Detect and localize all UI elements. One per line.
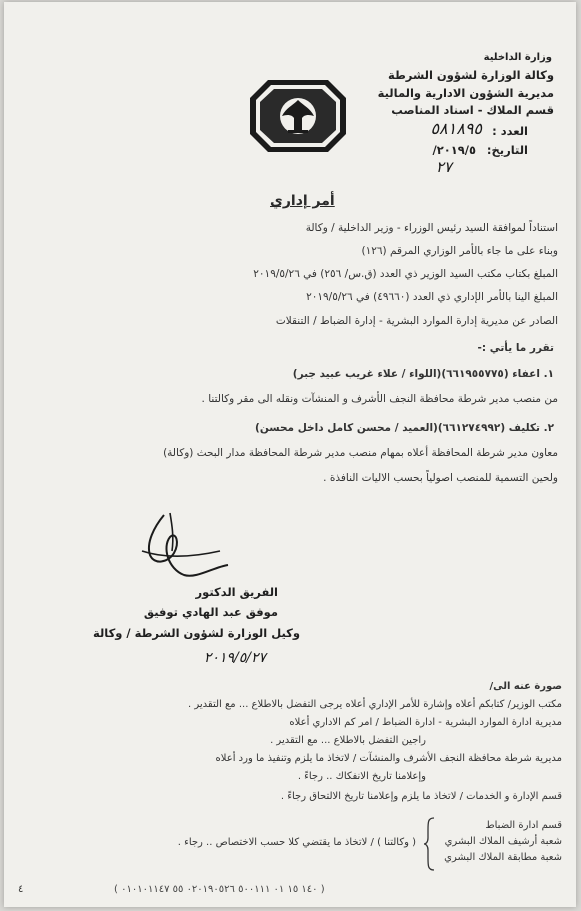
- document-title: أمر إداري: [270, 193, 335, 209]
- bracket-item-1: قسم ادارة الضباط: [485, 820, 562, 831]
- bracket-text: ( وكالتنا ) / لاتخاذ ما يقتضي كلا حسب الاختصاص .. رجاء .: [177, 837, 416, 848]
- handwritten-day: ٢٧: [435, 158, 452, 176]
- section-line: قسم الملاك - اسناد المناصب: [391, 103, 554, 117]
- directorate-line: مديرية الشؤون الادارية والمالية: [377, 86, 554, 100]
- item2-line2: معاون مدير شرطة المحافظة أعلاه بمهام منصب مدير شرطة المحافظة مدار البحث (وكالة): [163, 447, 558, 459]
- copy-line-1: مكتب الوزير/ كتابكم أعلاه وإشارة للأمر الإداري أعلاه يرجى التفضل بالاطلاع ... مع التقدير .: [188, 699, 562, 710]
- signature-scribble: [124, 507, 234, 587]
- curly-bracket: [422, 816, 436, 872]
- copy-line-2: مديرية ادارة الموارد البشرية - ادارة الضباط / امر كم الاداري أعلاه: [289, 717, 562, 728]
- preamble-line-2: وبناء على ما جاء بالأمر الوزاري المرقم (١٢٦): [361, 245, 558, 257]
- copy-line-4: مديرية شرطة محافظة النجف الأشرف والمنشآت / لاتخاذ ما يلزم وتنفيذ ما ورد أعلاه: [215, 753, 562, 764]
- copies-heading: صورة عنه الى/: [489, 681, 562, 692]
- copy-line-6: قسم الإدارة و الخدمات / لاتخاذ ما يلزم وإعلامنا تاريخ الالتحاق رجاءً .: [280, 791, 562, 802]
- bracket-item-2: شعبة أرشيف الملاك البشري: [444, 836, 562, 847]
- number-value: ٥٨١٨٩٥: [430, 119, 482, 138]
- signer-rank: الفريق الدكتور: [195, 585, 278, 599]
- item2-line1: ٢. تكليف (٦٦١٢٧٤٩٩٢)(العميد / محسن كامل داخل محسن): [255, 422, 554, 434]
- ministry-line: وزارة الداخلية: [483, 52, 552, 63]
- copy-line-5: وإعلامنا تاريخ الانفكاك .. رجاءً .: [297, 771, 426, 782]
- item2-line3: ولحين التسمية للمنصب اصولياً بحسب الاليات النافذة .: [323, 472, 558, 484]
- copy-line-3: راجين التفضل بالاطلاع ... مع التقدير .: [270, 735, 426, 746]
- preamble-line-5: الصادر عن مديرية إدارة الموارد البشرية - إدارة الضباط / التنقلات: [275, 315, 558, 327]
- agency-line: وكالة الوزارة لشؤون الشرطة: [387, 68, 554, 82]
- emblem-icon: [248, 78, 348, 154]
- bracket-item-3: شعبة مطابقة الملاك البشري: [444, 852, 562, 863]
- date-value: ٢٠١٩/٥/: [432, 143, 476, 157]
- date-label: التاريخ:: [486, 143, 528, 157]
- signer-title: وكيل الوزارة لشؤون الشرطة / وكالة: [92, 626, 300, 640]
- decided-heading: تقرر ما يأتي :-: [477, 342, 554, 354]
- preamble-line-4: المبلغ الينا بالأمر الإداري ذي العدد (٤٩٦٦٠) في ٢٠١٩/٥/٢٦: [306, 291, 558, 303]
- signature-date: ٢٠١٩/٥/٢٧: [203, 650, 266, 666]
- preamble-line-1: استناداً لموافقة السيد رئيس الوزراء - وزير الداخلية / وكالة: [305, 222, 558, 234]
- document-page: [4, 2, 576, 907]
- preamble-line-3: المبلغ بكتاب مكتب السيد الوزير ذي العدد (ق.س/ ٢٥٦) في ٢٠١٩/٥/٢٦: [253, 268, 558, 280]
- footer-page-mark: ٤: [18, 884, 24, 895]
- footer-codes: ( ١٤٠ ١٥ ٠١ ٥٠٠١١١ ٠٢٠١٩٠٥٢٦ ٥٥ ٠١٠١٠١١٤٧ ): [114, 884, 325, 895]
- item1-line1: ١. اعفاء (٦٦١٩٥٥٧٧٥)(اللواء / علاء غريب عبيد جبر): [292, 368, 554, 380]
- number-label: العدد :: [492, 124, 528, 138]
- signer-name: موفق عبد الهادي توفيق: [143, 605, 278, 619]
- item1-line2: من منصب مدير شرطة محافظة النجف الأشرف و المنشآت ونقله الى مقر وكالتنا .: [201, 393, 558, 405]
